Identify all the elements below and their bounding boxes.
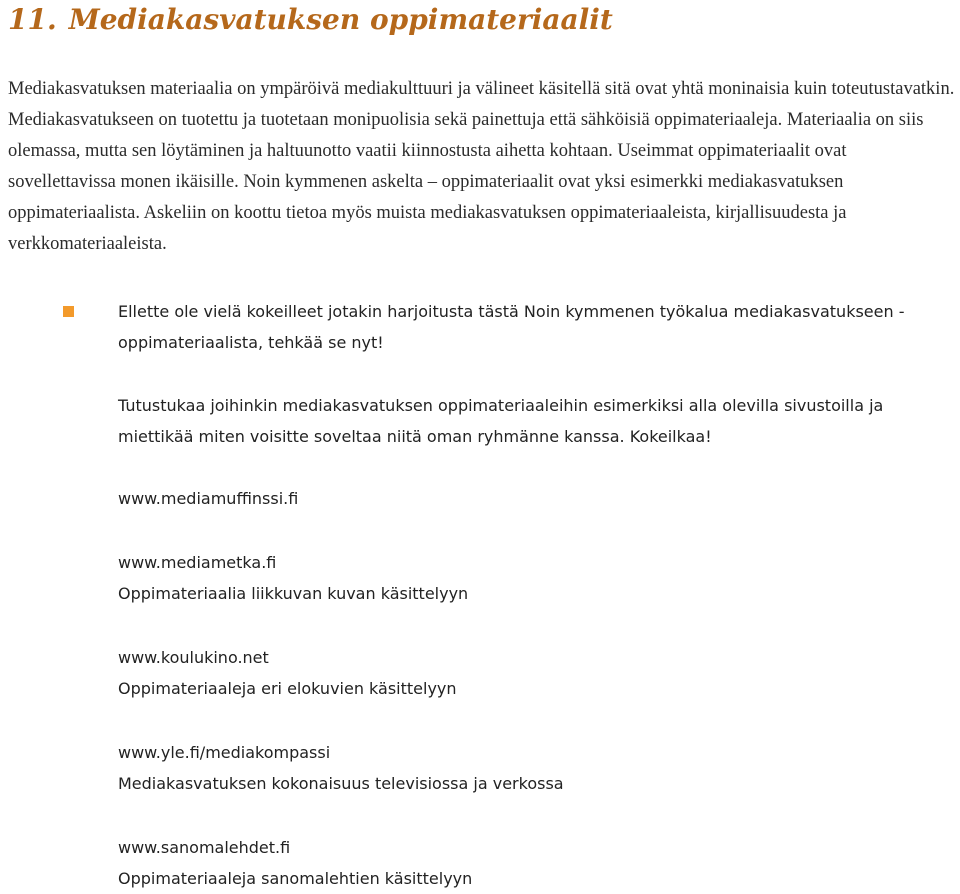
site-description: Mediakasvatuksen kokonaisuus televisiossa ja verkossa <box>118 774 564 793</box>
site-item <box>118 737 564 799</box>
chapter-number: 11. <box>8 3 57 36</box>
chapter-title: Mediakasvatuksen oppimateriaalit <box>68 3 613 36</box>
site-url[interactable]: www.yle.fi/mediakompassi <box>118 743 331 762</box>
site-url[interactable]: www.sanomalehdet.fi <box>118 838 291 857</box>
task-paragraph: Tutustukaa joihinkin mediakasvatuksen oppimateriaaleihin esimerkiksi alla olevilla sivustoilla ja miettikää miten voisitte soveltaa niitä oman ryhmänne kanssa. Kokeilkaa! <box>118 396 884 446</box>
site-item <box>118 547 468 609</box>
site-description: Oppimateriaalia liikkuvan kuvan käsittelyyn <box>118 584 469 603</box>
site-item <box>118 832 472 894</box>
site-description: Oppimateriaaleja eri elokuvien käsittelyyn <box>118 679 457 698</box>
site-url[interactable]: www.koulukino.net <box>118 648 269 667</box>
site-url[interactable]: www.mediamuffinssi.fi <box>118 489 299 508</box>
site-url[interactable]: www.mediametka.fi <box>118 553 277 572</box>
site-description: Oppimateriaaleja sanomalehtien käsittelyyn <box>118 869 473 888</box>
site-item <box>118 642 457 704</box>
site-item <box>118 483 298 514</box>
bullet-paragraph: Ellette ole vielä kokeilleet jotakin harjoitusta tästä Noin kymmenen työkalua mediakasvatukseen - oppimateriaalista, tehkää se nyt! <box>118 302 905 352</box>
intro-paragraph: Mediakasvatuksen materiaalia on ympäröivä mediakulttuuri ja välineet käsitellä sitä ovat yhtä moninaisia kuin toteutustavatkin. Mediakasvatukseen on tuotettu ja tuotetaan monipuolisia sekä painettuja että sähköisiä oppimateriaaleja. Materiaalia on siis olemassa, mutta sen löytäminen ja haltuunotto vaatii kiinnostusta aihetta kohtaan. Useimmat oppimateriaalit ovat sovellettavissa monen ikäisille. Noin kymmenen askelta – oppimateriaalit ovat yksi esimerkki mediakasvatuksen oppimateriaalista. Askeliin on koottu tietoa myös muista mediakasvatuksen oppimateriaaleista, kirjallisuudesta ja verkkomateriaaleista. <box>8 79 955 254</box>
bullet-square-icon <box>63 306 74 317</box>
page-title <box>8 0 613 40</box>
